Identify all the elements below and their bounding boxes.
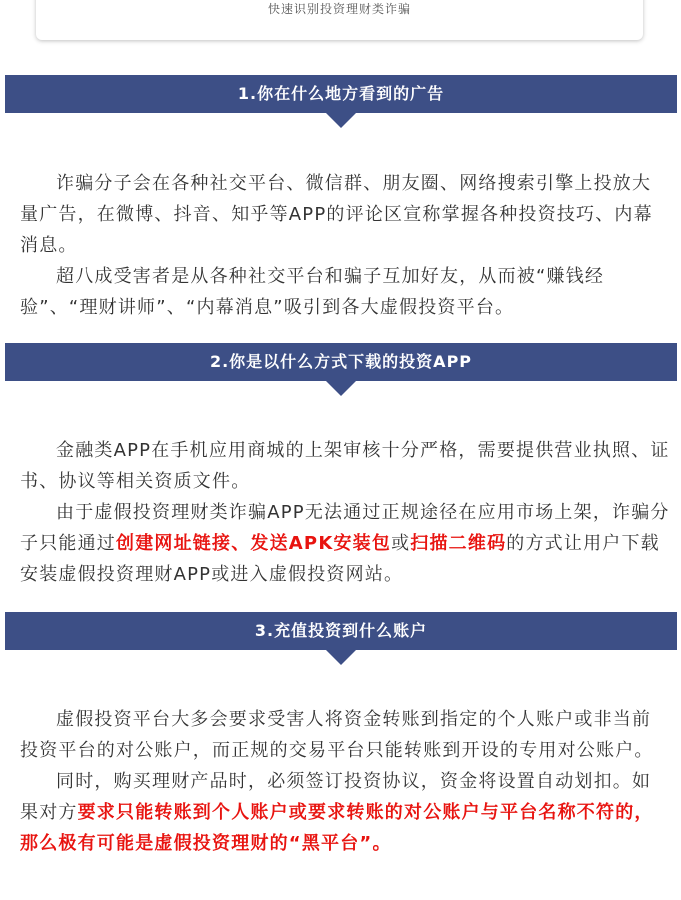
banner-arrow-icon xyxy=(326,113,356,128)
header-caption: 快速识别投资理财类诈骗 xyxy=(267,2,411,16)
section-2-paragraph-2-post: 的方式让用户下载安装虚假投资理财APP或进入虚假投资网站。 xyxy=(20,533,660,585)
banner-arrow-icon xyxy=(326,381,356,396)
section-3-body xyxy=(20,704,670,859)
section-1-paragraph-1: 诈骗分子会在各种社交平台、微信群、朋友圈、网络搜索引擎上投放大量广告，在微博、抖音、知乎等APP的评论区宣称掌握各种投资技巧、内幕消息。 xyxy=(20,173,653,256)
section-2-paragraph-2-mid: 或 xyxy=(391,533,411,554)
section-2-title: 2.你是以什么方式下载的投资APP xyxy=(209,352,473,371)
section-1-title: 1.你在什么地方看到的广告 xyxy=(237,84,445,103)
section-2-banner xyxy=(5,343,677,381)
section-3-paragraph-2-pre: 同时，购买理财产品时，必须签订投资协议，资金将设置自动划扣。如果对方 xyxy=(20,771,652,823)
section-3-paragraph-2 xyxy=(20,766,670,859)
section-1-paragraph-2: 超八成受害者是从各种社交平台和骗子互加好友，从而被“赚钱经验”、“理财讲师”、“内幕消息”吸引到各大虚假投资平台。 xyxy=(20,266,605,318)
highlight-warning: 要求只能转账到个人账户或要求转账的对公账户与平台名称不符的，那么极有可能是虚假投资理财的“黑平台”。 xyxy=(20,802,654,854)
highlight-methods: 创建网址链接、发送APK安装包 xyxy=(116,533,392,554)
section-2-paragraph-2 xyxy=(20,497,670,590)
section-2-paragraph-2-pre: 由于虚假投资理财类诈骗APP无法通过正规途径在应用市场上架，诈骗分子只能通过 xyxy=(20,502,670,554)
section-1-body xyxy=(20,168,670,323)
section-2-paragraph-1: 金融类APP在手机应用商城的上架审核十分严格，需要提供营业执照、证书、协议等相关资质文件。 xyxy=(20,440,670,492)
section-3-paragraph-1: 虚假投资平台大多会要求受害人将资金转账到指定的个人账户或非当前投资平台的对公账户，而正规的交易平台只能转账到开设的专用对公账户。 xyxy=(20,709,654,761)
banner-arrow-icon xyxy=(326,650,356,665)
header-card xyxy=(36,0,643,40)
highlight-qr-code: 扫描二维码 xyxy=(410,533,507,554)
section-3-title: 3.充值投资到什么账户 xyxy=(254,621,428,640)
section-1-banner xyxy=(5,75,677,113)
section-3-banner xyxy=(5,612,677,650)
section-2-body xyxy=(20,435,670,590)
